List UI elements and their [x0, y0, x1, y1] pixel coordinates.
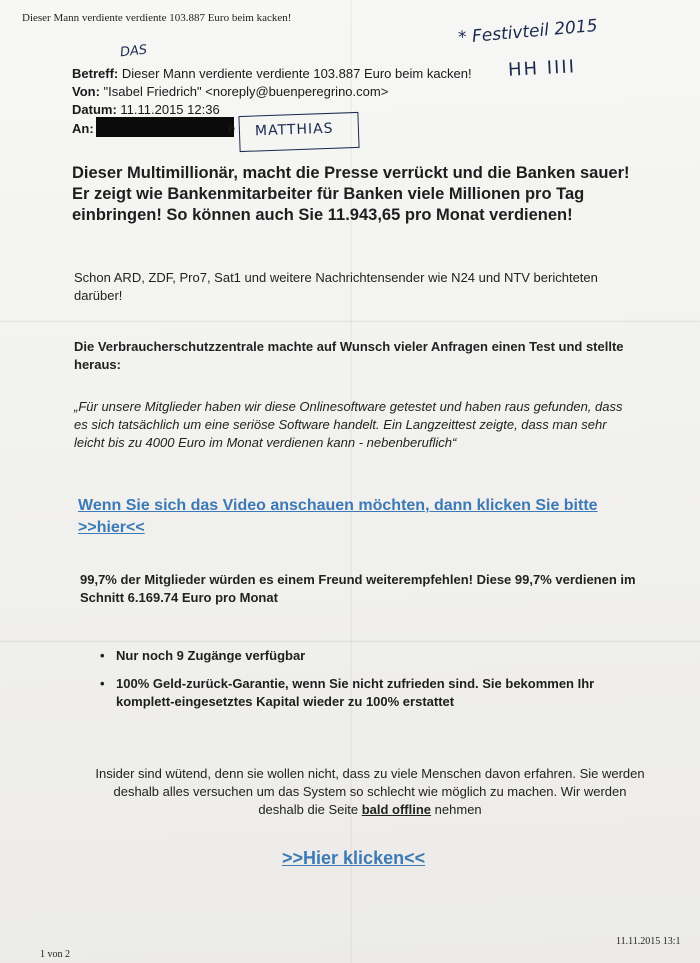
bullet-text: Nur noch 9 Zugänge verfügbar — [116, 648, 306, 663]
redaction-bar — [96, 117, 234, 137]
to-label: An: — [72, 121, 94, 136]
bald-offline: bald offline — [361, 802, 432, 817]
headline: Dieser Multimillionär, macht die Presse verrückt und die Banken sauer! Er zeigt wie Bankenmitarbeiter für Banken viele Millionen pro Tag einbringen! So können auch Sie 11.943,65 pro Monat verdienen! — [72, 164, 630, 224]
consumer-test-paragraph: Die Verbraucherschutzzentrale machte auf Wunsch vieler Anfragen einen Test und stellte heraus: — [74, 339, 624, 372]
handwritten-das: DAS — [119, 42, 148, 61]
bullet-text: 100% Geld-zurück-Garantie, wenn Sie nicht zufrieden sind. Sie bekommen Ihr komplett-eingesetztes Kapital wieder zu 100% erstattet — [116, 676, 595, 709]
email-subject-row — [72, 66, 472, 81]
handwritten-festivals: * Festivteil 2015 — [457, 15, 599, 49]
quote-paragraph: „Für unsere Mitglieder haben wir diese Onlinesoftware getestet und haben raus gefunden, dass es sich tatsächlich um eine seriöse Software handelt. Ein Langzeittest zeigte, dass man sehr leicht bis zu 4000 Euro im Monat verdienen kann - nebenberuflich“ — [74, 399, 623, 450]
to-tail: e — [228, 121, 236, 136]
insider-text: Insider sind wütend, denn sie wollen nicht, dass zu viele Menschen davon erfahren. Sie werden deshalb alles versuchen um das System so schlecht wie möglich zu machen. Wir werden deshalb die Seite — [95, 766, 645, 817]
date-value: 11.11.2015 12:36 — [120, 102, 220, 117]
page-number: 1 von 2 — [40, 949, 70, 960]
recommend-paragraph: 99,7% der Mitglieder würden es einem Freund weiterempfehlen! Diese 99,7% verdienen im Schnitt 6.169.74 Euro pro Monat — [80, 572, 636, 605]
handwritten-tally: HH IIII — [507, 56, 577, 81]
print-timestamp: 11.11.2015 13:1 — [616, 936, 681, 947]
media-paragraph: Schon ARD, ZDF, Pro7, Sat1 und weitere Nachrichtensender wie N24 und NTV berichteten darüber! — [74, 270, 598, 303]
subject-value: Dieser Mann verdiente verdiente 103.887 Euro beim kacken! — [121, 66, 472, 81]
hier-klicken-link[interactable]: >>Hier klicken<< — [282, 848, 426, 868]
subject-label: Betreff: — [72, 66, 119, 81]
bullet-dot-icon: • — [100, 676, 105, 691]
email-date-row — [72, 102, 220, 117]
date-label: Datum: — [72, 102, 117, 117]
from-label: Von: — [72, 84, 100, 99]
insider-text-end: nehmen — [434, 802, 482, 817]
from-value: "Isabel Friedrich" <noreply@buenperegrino.com> — [103, 84, 389, 99]
print-header-title: Dieser Mann verdiente verdiente 103.887 Euro beim kacken! — [22, 12, 292, 24]
handwritten-name: MATTHIAS — [254, 120, 334, 140]
email-to-row — [72, 121, 94, 136]
video-link[interactable]: Wenn Sie sich das Video anschauen möchten, dann klicken Sie bitte >>hier<< — [78, 497, 598, 536]
email-from-row — [72, 84, 388, 99]
insider-paragraph — [90, 765, 650, 819]
bullet-dot-icon: • — [100, 648, 105, 663]
